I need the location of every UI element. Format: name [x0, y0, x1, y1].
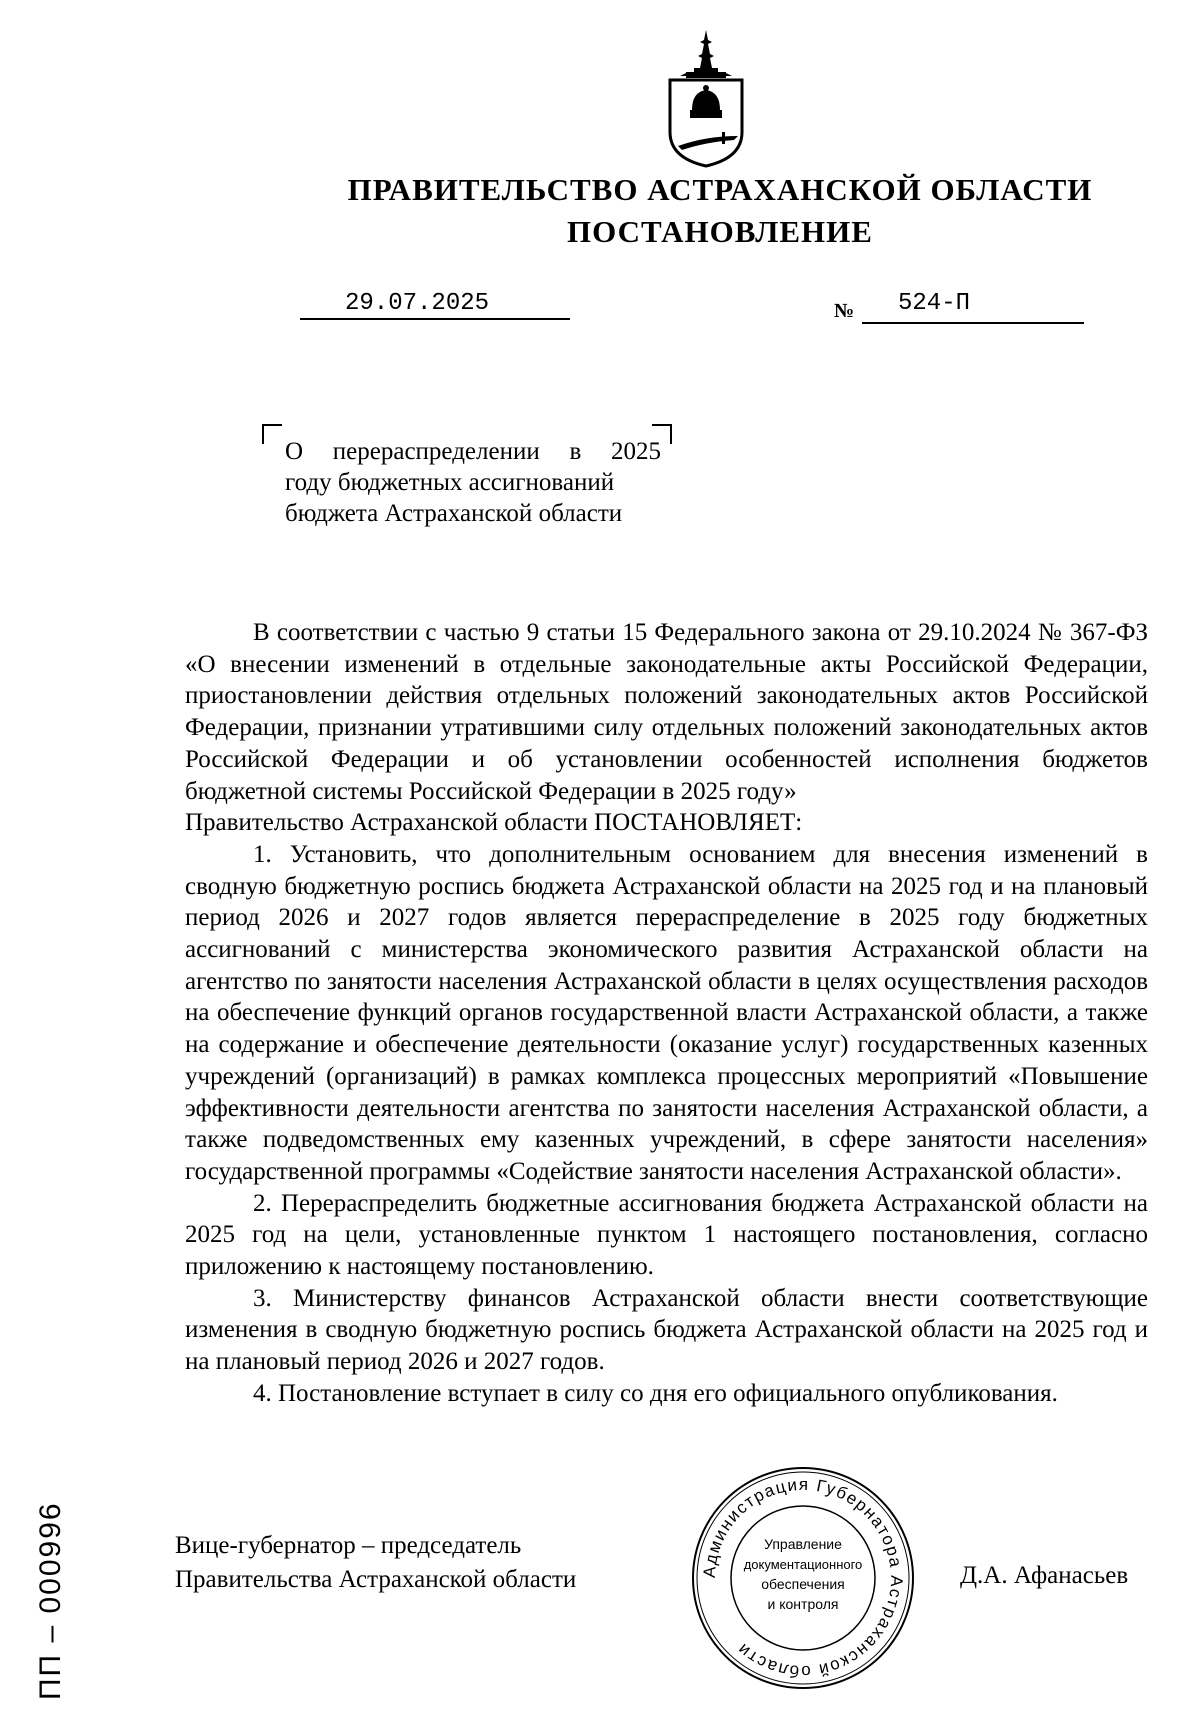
- document-number: 524-П: [898, 290, 971, 317]
- document-type: ПОСТАНОВЛЕНИЕ: [567, 214, 873, 249]
- signatory-position: [175, 1529, 576, 1597]
- issuer-title: ПРАВИТЕЛЬСТВО АСТРАХАНСКОЙ ОБЛАСТИ: [347, 172, 1093, 207]
- document-body: [185, 617, 1148, 1410]
- subject-line: О перераспределении в 2025: [285, 438, 661, 465]
- number-underline: [862, 298, 1084, 324]
- document-date: 29.07.2025: [345, 290, 490, 317]
- item-3-paragraph: 3. Министерству финансов Астраханской области внести соответствующие изменения в сводную бюджетную роспись бюджета Астраханской области на 2025 год и на плановый период 2026 и 2027 годов.: [185, 1284, 1148, 1376]
- stamp-center-line: Управление: [764, 1536, 842, 1552]
- subject-line: бюджета Астраханской области: [285, 500, 623, 527]
- item-1-paragraph: 1. Установить, что дополнительным основанием для внесения изменений в сводную бюджетную роспись бюджета Астраханской области на 2025 год и на плановый период 2026 и 2027 годов является перераспределение в 2025 году бюджетных ассигнований с министерства экономического развития Астраханской области на агентство по занятости населения Астраханской области в целях осуществления расходов на обеспечение функций органов государственной власти Астраханской области, а также на содержание и обеспечение деятельности (оказание услуг) государственных казенных учреждений (организаций) в рамках комплекса процессных мероприятий «Повышение эффективности деятельности агентства по занятости населения Астраханской области, а также подведомственных ему казенных учреждений, в сфере занятости населения» государственной программы «Содействие занятости населения Астраханской области».: [185, 840, 1148, 1185]
- stamp-ring-text: Администрация Губернатора Астраханской области: [699, 1474, 907, 1682]
- stamp-center-line: обеспечения: [761, 1576, 845, 1592]
- stamp-center-line: документационного: [743, 1557, 863, 1572]
- position-line: Правительства Астраханской области: [175, 1566, 577, 1593]
- position-line: Вице-губернатор – председатель: [175, 1532, 522, 1559]
- coat-of-arms-emblem: [662, 28, 750, 168]
- number-label: №: [834, 300, 855, 322]
- official-stamp: [690, 1465, 916, 1691]
- subject-line: году бюджетных ассигнований: [285, 469, 615, 496]
- signatory-name: Д.А. Афанасьев: [960, 1562, 1129, 1589]
- resolves-paragraph: Правительство Астраханской области ПОСТАНОВЛЯЕТ:: [185, 809, 803, 837]
- document-subject: [285, 436, 661, 529]
- subject-bracket-left: [262, 424, 282, 444]
- item-2-paragraph: 2. Перераспределить бюджетные ассигнования бюджета Астраханской области на 2025 год на цели, установленные пунктом 1 настоящего постановления, согласно приложению к настоящему постановлению.: [185, 1189, 1148, 1281]
- preamble-paragraph: В соответствии с частью 9 статьи 15 Федерального закона от 29.10.2024 № 367-ФЗ «О внесении изменений в отдельные законодательные акты Российской Федерации, приостановлении действия отдельных положений законодательных актов Российской Федерации, признании утратившими силу отдельных положений законодательных актов Российской Федерации и об установлении особенностей исполнения бюджетов бюджетной системы Российской Федерации в 2025 году»: [185, 619, 1148, 805]
- stamp-center-line: и контроля: [767, 1596, 839, 1612]
- registration-code: ПП – 000996: [34, 1501, 67, 1700]
- item-4-paragraph: 4. Постановление вступает в силу со дня его официального опубликования.: [253, 1379, 1058, 1407]
